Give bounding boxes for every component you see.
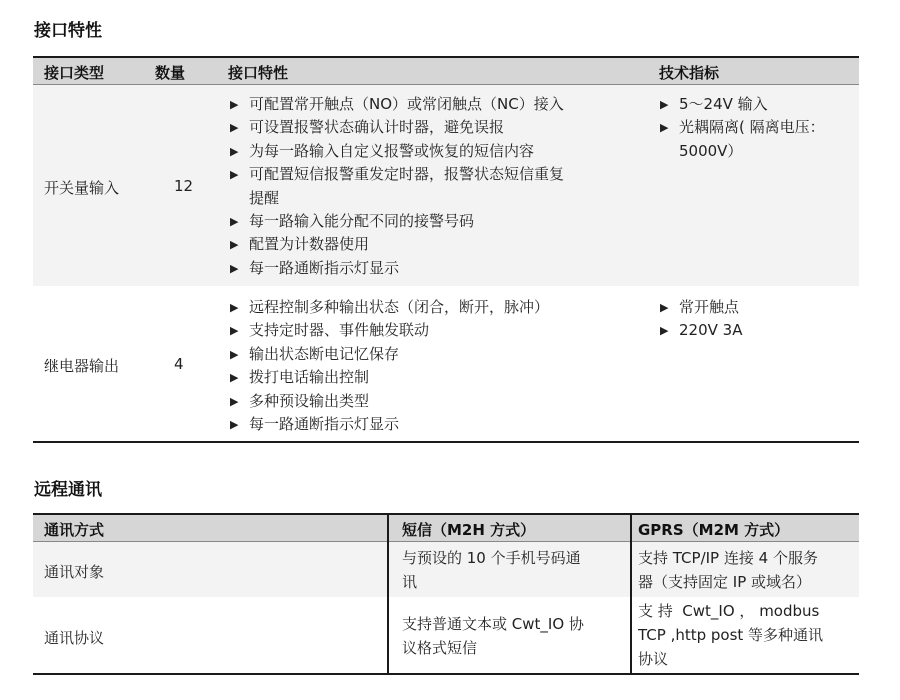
header-specs: 技术指标 (659, 64, 720, 82)
list-item: ▶ 多种预设输出类型 (230, 390, 549, 413)
arrow-right-icon: ▶ (660, 98, 669, 111)
arrow-right-icon: ▶ (230, 168, 239, 182)
table2-divider-1 (387, 515, 389, 674)
header-comm-method: 通讯方式 (44, 521, 105, 539)
arrow-right-icon: ▶ (230, 215, 239, 229)
list-item: ▶ 为每一路输入自定义报警或恢复的短信内容 (230, 140, 564, 163)
header-features: 接口特性 (228, 64, 289, 82)
digital-input-feature-list (230, 93, 564, 280)
list-item: ▶ 拨打电话输出控制 (230, 366, 549, 389)
list-item: ▶ 配置为计数器使用 (230, 233, 564, 256)
list-item: ▶ 可配置短信报警重发定时器，报警状态短信重复 (230, 163, 564, 186)
section-title-remote-comm: 远程通讯 (34, 480, 102, 500)
row-label-comm-protocol: 通讯协议 (44, 629, 105, 647)
table2-divider-2 (630, 515, 632, 674)
list-item: ▶ 5～24V 输入 (660, 93, 825, 116)
list-item: ▶ 常开触点 (660, 296, 742, 319)
arrow-right-icon: ▶ (230, 238, 239, 252)
relay-output-feature-list (230, 296, 549, 436)
arrow-right-icon: ▶ (230, 301, 239, 314)
arrow-right-icon: ▶ (660, 121, 669, 135)
list-item: ▶ 每一路通断指示灯显示 (230, 413, 549, 436)
arrow-right-icon: ▶ (660, 324, 669, 338)
arrow-right-icon: ▶ (230, 418, 239, 432)
arrow-right-icon: ▶ (230, 347, 239, 361)
section-title-interface: 接口特性 (34, 21, 102, 41)
arrow-right-icon: ▶ (230, 98, 239, 111)
list-item: ▶ 支持定时器、事件触发联动 (230, 319, 549, 342)
header-interface-type: 接口类型 (44, 64, 105, 82)
table1-bottom-rule (33, 441, 859, 443)
header-sms: 短信（M2H 方式） (402, 521, 536, 539)
row-count-digital-input: 12 (174, 177, 194, 195)
list-item: ▶ 可配置常开触点（NO）或常闭触点（NC）接入 (230, 93, 564, 116)
list-item-continuation: 提醒 (249, 188, 280, 207)
row-type-digital-input: 开关量输入 (44, 179, 120, 197)
row-type-relay-output: 继电器输出 (44, 357, 120, 375)
arrow-right-icon: ▶ (230, 394, 239, 408)
arrow-right-icon: ▶ (230, 371, 239, 385)
arrow-right-icon: ▶ (230, 261, 239, 275)
row-count-relay-output: 4 (174, 355, 184, 373)
arrow-right-icon: ▶ (660, 301, 669, 314)
digital-input-spec-list (660, 93, 825, 163)
list-item: ▶ 220V 3A (660, 319, 742, 342)
header-count: 数量 (155, 64, 186, 82)
cell-gprs-protocol: 支 持 Cwt_IO ， modbus TCP ,http post 等多种通讯 协议 (638, 602, 824, 668)
list-item: ▶ 远程控制多种输出状态（闭合，断开，脉冲） (230, 296, 549, 319)
list-item: ▶ 光耦隔离( 隔离电压： (660, 116, 825, 139)
row-label-comm-target: 通讯对象 (44, 563, 105, 581)
list-item: ▶ 每一路输入能分配不同的接警号码 (230, 210, 564, 233)
list-item-continuation: 5000V） (679, 141, 743, 160)
relay-output-spec-list (660, 296, 742, 343)
arrow-right-icon: ▶ (230, 324, 239, 338)
list-item: ▶ 输出状态断电记忆保存 (230, 343, 549, 366)
table2-bottom-rule (33, 673, 859, 675)
cell-gprs-target: 支持 TCP/IP 连接 4 个服务 器（支持固定 IP 或域名） (638, 549, 818, 591)
list-item: ▶ 每一路通断指示灯显示 (230, 257, 564, 280)
arrow-right-icon: ▶ (230, 121, 239, 135)
cell-sms-target: 与预设的 10 个手机号码通 讯 (402, 549, 581, 591)
arrow-right-icon: ▶ (230, 144, 239, 158)
list-item: ▶ 可设置报警状态确认计时器，避免误报 (230, 116, 564, 139)
header-gprs: GPRS（M2M 方式） (638, 521, 790, 539)
cell-sms-protocol: 支持普通文本或 Cwt_IO 协 议格式短信 (402, 615, 584, 657)
